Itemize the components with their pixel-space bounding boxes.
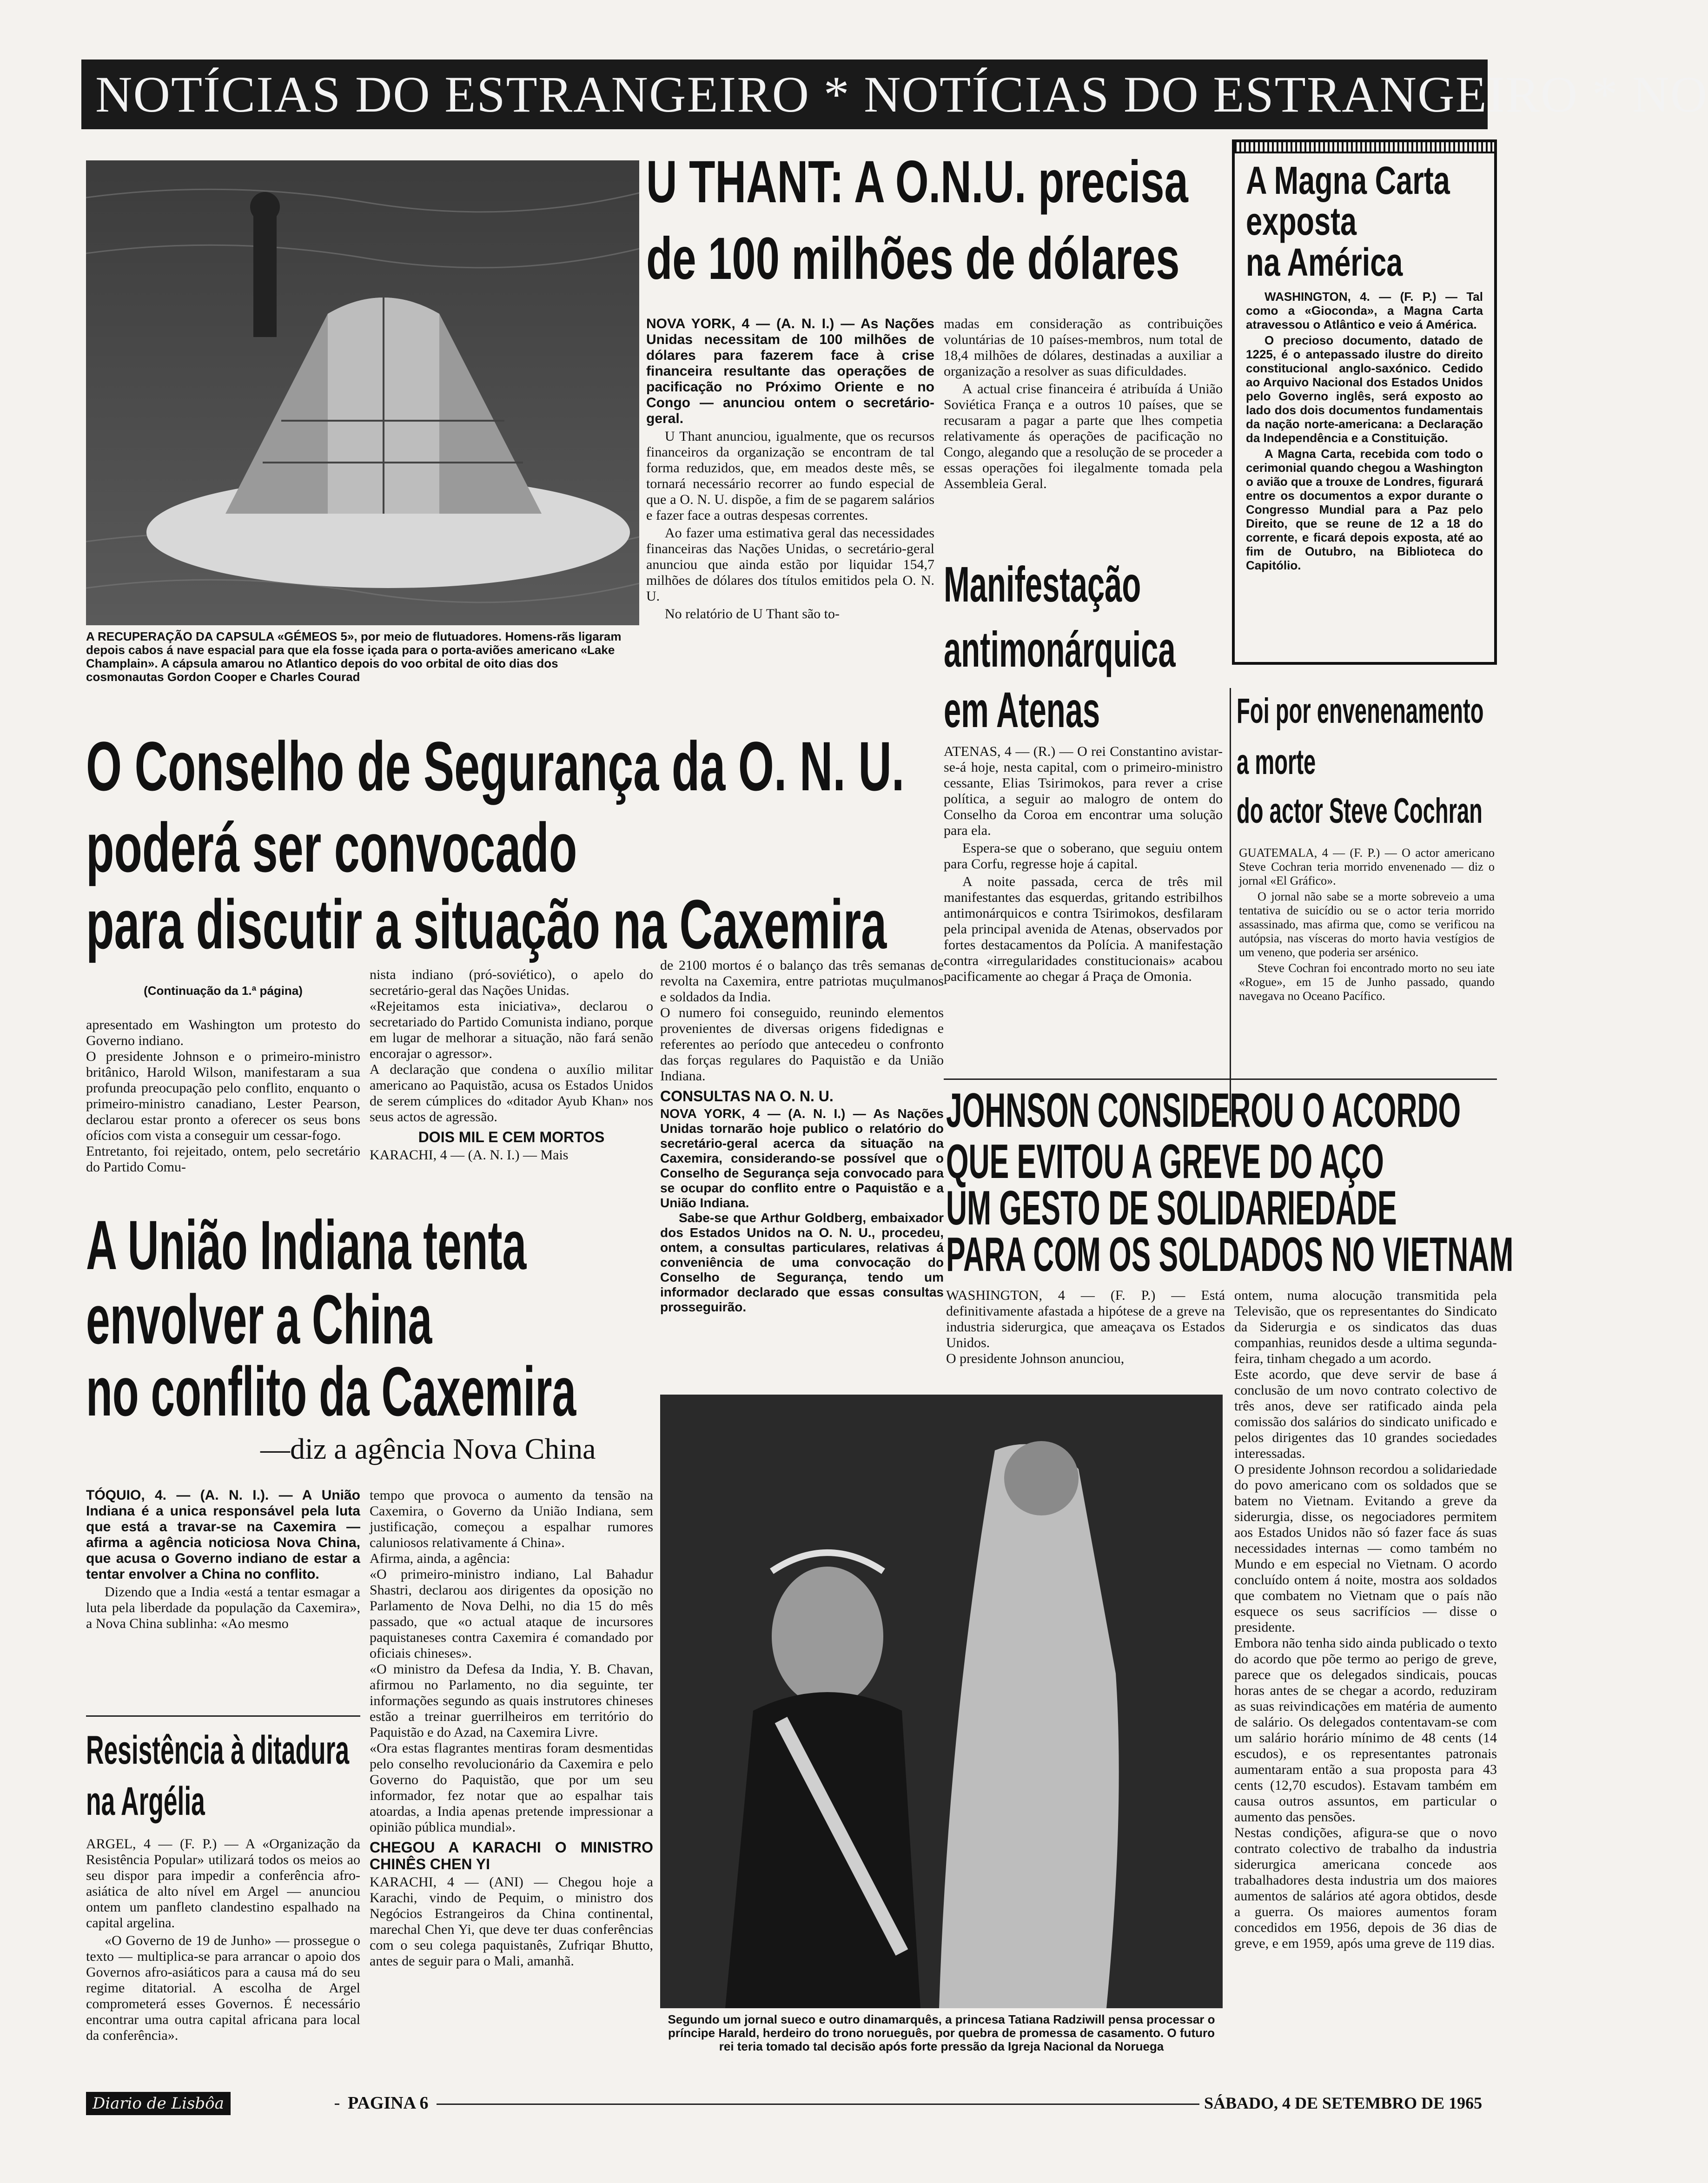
argelia-article xyxy=(86,1836,360,2078)
uthant-column-1 xyxy=(646,316,934,716)
cochran-paragraph: O jornal não sabe se a morte sobreveio a uma tentativa de suicídio ou se o actor teria morrido assassinado, mas afirma que, como se verificou na autópsia, nas vísceras do morto havia vestígios de um veneno, que poderia ser arsénico. xyxy=(1239,890,1495,959)
gemini-photo-caption: A RECUPERAÇÃO DA CAPSULA «GÉMEOS 5», por meio de flutuadores. Homens-rãs ligaram depois cabos á nave espacial para que ela fosse içada para o porta-aviões americano «Lake Champlain». A cápsula amarou no Atlantico depois do voo orbital de oito dias dos cosmonautas Gordon Cooper e Charles Courad xyxy=(86,629,622,684)
china-text: tempo que provoca o aumento da tensão na Caxemira, o Governo da União Indiana, sem justificação, começou a espalhar rumores caluniosos relativamente á China». Afirma, ainda, a agência: «O primeiro-ministro indiano, Lal Bahadur Shastri, declarou aos dirigentes da oposição no Parlamento de Nova Delhi, no dia 15 do mês passado, que «o actual ataque de incursores paquistaneses contra Caxemira é comandado por oficiais chineses». «O ministro da Defesa da India, Y. B. Chavan, afirmou no Parlamento, no dia seguinte, ter informações segundo as quais instrutores chineses estão a treinar guerrilheiros em território do Paquistão e do Azad, na Caxemira Livre. «Ora estas flagrantes mentiras foram desmentidas pelo conselho revolucionário da Caxemira e pelo Governo do Paquistão, que por um seu informador, fez notar que ao espalhar tais atoardas, a India apenas pretende impressionar a opinião pública mundial». xyxy=(370,1488,653,1835)
cochran-headline-line3: do actor Steve Cochran xyxy=(1237,791,1483,831)
argelia-paragraph: «O Governo de 19 de Junho» — prossegue o texto — multiplica-se para arrancar o apoio dos Governos afro-asiáticos para a causa má do seu regime ditatorial. A escolha de Argel comprometerá esses Governos. É necessário encontrar uma outra capital africana para local da conferência». xyxy=(86,1933,360,2043)
page-number: PAGINA 6 xyxy=(339,2092,437,2114)
cochran-headline-line2: a morte xyxy=(1237,742,1316,782)
china-paragraph: Dizendo que a India «está a tentar esmagar a luta pela liberdade da população da Caxemira», a Nova China sublinha: «Ao mesmo xyxy=(86,1584,360,1631)
cochran-headline-line1: Foi por envenenamento xyxy=(1237,691,1484,731)
footer-rule xyxy=(437,2104,1199,2105)
section-rule xyxy=(86,1715,360,1717)
atenas-article xyxy=(944,744,1223,1088)
conselho-column-1 xyxy=(86,967,360,1209)
magna-headline-line3: na América xyxy=(1246,240,1403,284)
magna-headline-line2: exposta xyxy=(1246,199,1357,244)
uthant-paragraph: No relatório de U Thant são to- xyxy=(665,606,840,622)
conselho-bold-text: Sabe-se que Arthur Goldberg, embaixador dos Estados Unidos na O. N. U., procedeu, ontem, a consultas particulares, relativas á conveniência de uma convocação do Conselho de Segurança, tendo um informador declarado que essas consultas prosseguirão. xyxy=(660,1211,944,1314)
argelia-paragraph: ARGEL, 4 — (F. P.) — A «Organização da Resistência Popular» utilizará todos os meios ao seu dispor para impedir a conferência afro-asiática de alto nível em Argel — anunciou ontem um panfleto clandestino espalhado na capital argelina. xyxy=(86,1836,360,1931)
magna-paragraph: O precioso documento, datado de 1225, é o antepassado ilustre do direito constitucional anglo-saxónico. Cedido ao Arquivo Nacional dos Estados Unidos pelo Governo inglês, será exposto ao lado dos dois documentos fundamentais da nação norte-americana: a Declaração da Independência e a Constituição. xyxy=(1246,333,1483,445)
cochran-article xyxy=(1239,846,1495,1106)
atenas-paragraph: ATENAS, 4 — (R.) — O rei Constantino avistar-se-á hoje, nesta capital, com o primeiro-ministro cessante, Elias Tsirimokos, para rever a crise política, a seguir ao malogro de ontem do Conselho da Coroa em encontrar uma solução para ela. xyxy=(944,744,1223,838)
argelia-headline-line2: na Argélia xyxy=(86,1779,205,1824)
conselho-bold-lead: NOVA YORK, 4 — (A. N. I.) — As Nações Unidas tornarão hoje publico o relatório do secretário-geral acerca da situação na Caxemira, considerando-se possível que o Conselho de Segurança seja convocado para se ocupar do conflito entre o Paquistão e a União Indiana. xyxy=(660,1106,944,1210)
uthant-paragraph: Ao fazer uma estimativa geral das necessidades financeiras das Nações Unidas, o secretário-geral anunciou que ainda estão por liquidar 154,7 milhões de dólares dos títulos emitidos pela O. N. U. xyxy=(646,525,934,604)
johnson-column-2: ontem, numa alocução transmitida pela Televisão, que os representantes do Sindicato da Siderurgia e os sindicatos das duas companhias, reunidos desde a ultima segunda-feira, tinham chegado a um acordo. Este acordo, que deve servir de base á conclusão de um novo contrato colectivo de três anos, deve ser ratificado ainda pela comissão dos salários do sindicato unificado e pelos dirigentes das 10 grandes sociedades interessadas. O presidente Johnson recordou a solidariedade do povo americano com os soldados que se batem no Vietnam. Evitando a greve da siderurgia, disse, os negociadores permitem aos Estados Unidos não só fazer face ás suas necessidades internas — como também no Mundo e em especial no Vietnam. O acordo concluído ontem á noite, mostra aos soldados que combatem no Vietnam que o país não esquece os seus sacrifícios — disse o presidente. Embora não tenha sido ainda publicado o texto do acordo que põe termo ao perigo de greve, parece que os delegados sindicais, poucas horas antes de se chegar a acordo, reduziram as suas reivindicações em matéria de aumento de salário. Os delegados contentavam-se com um salário horário mínimo de 48 cents (14 escudos), e os representantes patronais aumentaram então a sua proposta para 43 cents (12,70 escudos). Estavam também em causa outros assuntos, em particular o aumento das pensões. Nestas condições, afigura-se que o novo contrato colectivo de trabalho da industria siderurgica americana concede aos trabalhadores desta industria um dos maiores aumentos de salários até agora obtidos, desde a guerra. Os maiores aumentos foram concedidos em 1956, depois de 36 dias de greve, e em 1959, após uma greve de 119 dias. xyxy=(1234,1288,1497,1951)
conselho-text: apresentado em Washington um protesto do Governo indiano. O presidente Johnson e o primeiro-ministro britânico, Harold Wilson, manifestaram a sua profunda preocupação pelo conflito, enquanto o primeiro-ministro canadiano, Lester Pearson, declarou estar pronto a oferecer os seus bons ofícios com vista a conseguir um cessar-fogo. Entretanto, foi rejeitado, ontem, pelo secretário do Partido Comu- xyxy=(86,1017,360,1175)
uthant-headline-line2: de 100 milhões de dólares xyxy=(646,225,1180,292)
magna-carta-box xyxy=(1232,139,1497,665)
uthant-lead: NOVA YORK, 4 — (A. N. I.) — As Nações Unidas necessitam de 100 milhões de dólares para fazerem face à crise financeira resultante das operações de pacificação no Próximo Oriente e no Congo — anunciou ontem o secretário-geral. xyxy=(646,316,934,426)
conselho-headline-line2: poderá ser convocado xyxy=(86,808,577,886)
uthant-paragraph: madas em consideração as contribuições voluntárias de 10 países-membros, num total de 18,4 milhões de dólares, destinadas a auxiliar a organização a resolver as suas dificuldades. xyxy=(944,316,1223,379)
atenas-headline-line2: antimonárquica xyxy=(944,621,1176,677)
subheading-consultas-onu: CONSULTAS NA O. N. U. xyxy=(660,1088,834,1105)
magna-paragraph: WASHINGTON, 4. — (F. P.) — Tal como a «Gioconda», a Magna Carta atravessou o Atlântico e veio á América. xyxy=(1246,289,1483,331)
johnson-headline-line4: PARA COM OS SOLDADOS NO VIETNAM xyxy=(946,1228,1514,1282)
newspaper-logo: Diario de Lisbôa xyxy=(86,2092,231,2115)
magna-paragraph: A Magna Carta, recebida com todo o cerimonial quando chegou a Washington o avião que a trouxe de Londres, figurará entre os documentos a expor durante o Congresso Mundial para a Paz pelo Direito, que se reune de 12 a 18 do corrente, e ficará depois exposta, até ao fim de Outubro, na Biblioteca do Capitólio. xyxy=(1246,446,1483,572)
section-banner: NOTÍCIAS DO ESTRANGEIRO * NOTÍCIAS DO ESTRANGEIRO * NO xyxy=(81,60,1488,129)
uthant-paragraph: U Thant anunciou, igualmente, que os recursos financeiros da organização se encontram de tal forma reduzidos, que, em meados deste mês, se tornará necessário recorrer ao fundo especial de que a O. N. U. dispõe, a fim de se pagarem salários e fazer face a outras despesas correntes. xyxy=(646,429,934,523)
johnson-headline-line2: QUE EVITOU A GREVE DO AÇO xyxy=(946,1135,1384,1189)
china-dek: —diz a agência Nova China xyxy=(260,1432,596,1465)
conselho-column-3 xyxy=(660,958,944,1339)
uthant-headline-line1: U THANT: A O.N.U. precisa xyxy=(646,149,1188,215)
atenas-headline-line3: em Atenas xyxy=(944,681,1100,738)
uthant-column-2 xyxy=(944,316,1223,669)
conselho-headline-line3: para discutir a situação na Caxemira xyxy=(86,885,887,963)
subheading-chen-yi: CHEGOU A KARACHI O MINISTRO CHINÊS CHEN YI xyxy=(370,1839,653,1872)
conselho-headline-line1: O Conselho de Segurança da O. N. U. xyxy=(86,727,905,805)
china-headline-line2: envolver a China xyxy=(86,1280,432,1358)
conselho-text: nista indiano (pró-soviético), o apelo do secretário-geral das Nações Unidas. «Rejeitamos esta iniciativa», declarou o secretariado do Partido Comunista indiano, porque em lugar de melhorar a situação, não fará senão encorajar o agressor». A declaração que condena o auxílio militar americano ao Paquistão, acusa os Estados Unidos de serem cúmplices do «ditador Ayub Khan» nos seus actos de agressão. xyxy=(370,967,653,1125)
china-text: KARACHI, 4 — (ANI) — Chegou hoje a Karachi, vindo de Pequim, o ministro dos Negócios Estrangeiros da China continental, marechal Chen Yi, que deve ter duas conferências com o seu colega paquistanês, Zufriqar Bhutto, antes de seguir para o Mali, amanhã. xyxy=(370,1874,653,1969)
china-lead: TÓQUIO, 4. — (A. N. I.). — A União Indiana é a unica responsável pela luta que está a travar-se na Caxemira — afirma a agência noticiosa Nova China, que acusa o Governo indiano de estar a tentar envolver a China no conflito. xyxy=(86,1488,360,1582)
issue-date: SÁBADO, 4 DE SETEMBRO DE 1965 xyxy=(1204,2094,1483,2112)
johnson-column-1: WASHINGTON, 4 — (F. P.) — Está definitivamente afastada a hipótese de a greve na industria siderurgica, que ameaçava os Estados Unidos. O presidente Johnson anunciou, xyxy=(946,1288,1225,1366)
princess-tatiana-photo xyxy=(660,1395,1223,2008)
argelia-headline-line1: Resistência à ditadura xyxy=(86,1728,350,1773)
section-rule xyxy=(944,1078,1497,1080)
china-headline-line1: A União Indiana tenta xyxy=(86,1206,527,1284)
cochran-paragraph: GUATEMALA, 4 — (F. P.) — O actor americano Steve Cochran teria morrido envenenado — diz o jornal «El Gráfico». xyxy=(1239,846,1495,887)
atenas-paragraph: A noite passada, cerca de três mil manifestantes das esquerdas, gritando estribilhos antimonárquicos e contra Tsirimokos, desfilaram pela principal avenida de Atenas, observados por fortes destacamentos da Polícia. A manifestação contra «irregularidades constitucionais» acabou pacificamente ao chegar á Praça de Omonia. xyxy=(944,874,1223,984)
johnson-headline-line1: JOHNSON CONSIDEROU O ACORDO xyxy=(946,1084,1461,1138)
uthant-paragraph: A actual crise financeira é atribuída á União Soviética França e a outros 10 países, que se recusaram a pagar a parte que lhes competia relativamente ás operações de pacificação no Congo, alegando que a resolução de se proceder a essas operações foi ilegalmente tomada pela Assembleia Geral. xyxy=(944,381,1223,491)
conselho-text: KARACHI, 4 — (A. N. I.) — Mais xyxy=(370,1147,569,1163)
johnson-headline-line3: UM GESTO DE SOLIDARIEDADE xyxy=(946,1181,1397,1235)
magna-headline-line1: A Magna Carta xyxy=(1246,159,1450,202)
column-rule xyxy=(1230,688,1231,1120)
conselho-column-2 xyxy=(370,967,653,1209)
china-column-1 xyxy=(86,1488,360,1706)
atenas-paragraph: Espera-se que o soberano, que seguiu ontem para Corfu, regresse hoje á capital. xyxy=(944,840,1223,872)
conselho-text: de 2100 mortos é o balanço das três semanas de revolta na Caxemira, entre patriotas muçulmanos e soldados da India. O numero foi conseguido, reunindo elementos provenientes de diversas origens fidedignas e referentes ao período que antecedeu o confronto das forças regulares do Paquistão e da União Indiana. xyxy=(660,958,944,1084)
china-column-2 xyxy=(370,1488,653,2078)
atenas-headline-line1: Manifestação xyxy=(944,556,1141,612)
continuation-note: (Continuação da 1.ª página) xyxy=(144,984,303,998)
gemini-capsule-photo xyxy=(86,160,639,625)
cochran-paragraph: Steve Cochran foi encontrado morto no seu iate «Rogue», em 15 de Junho passado, quando navegava no Oceano Pacífico. xyxy=(1239,961,1495,1003)
subheading-dois-mil-mortos: DOIS MIL E CEM MORTOS xyxy=(418,1129,605,1145)
china-headline-line3: no conflito da Caxemira xyxy=(86,1352,576,1430)
princess-photo-caption: Segundo um jornal sueco e outro dinamarquês, a princesa Tatiana Radziwill pensa processar o príncipe Harald, herdeiro do trono norueguês, por quebra de promessa de casamento. O futuro rei teria tomado tal decisão após forte pressão da Igreja Nacional da Noruega xyxy=(668,2012,1215,2053)
